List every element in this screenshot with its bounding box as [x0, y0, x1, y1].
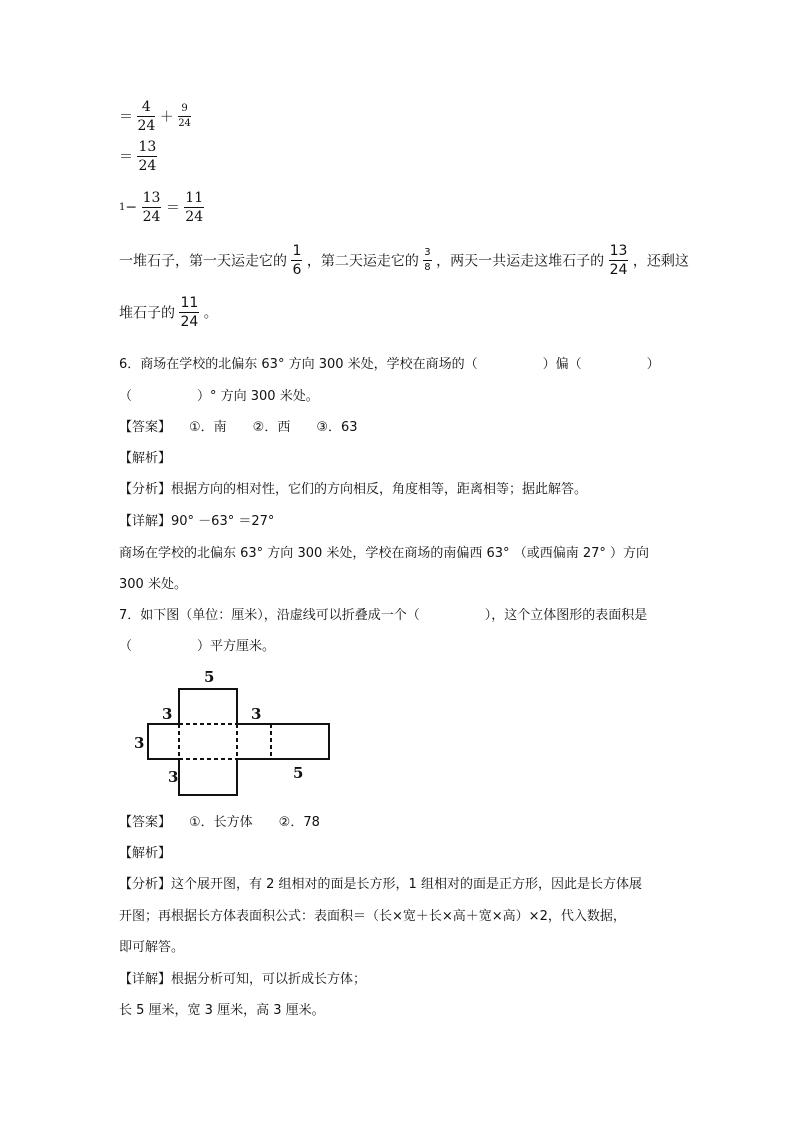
fold-lines	[179, 724, 271, 759]
conclusion-text: 堆石子的	[119, 305, 175, 322]
fraction	[142, 191, 162, 224]
conclusion-line-1	[119, 244, 689, 277]
conclusion-line-2	[119, 296, 218, 329]
q6-detail-line-1: 商场在学校的北偏东 63° 方向 300 米处，学校在商场的南偏西 63° （或西偏南 27° ）方向	[119, 546, 649, 561]
numerator: 3	[423, 248, 431, 261]
fraction	[137, 140, 157, 173]
q6-jiexi-label: 【解析】	[119, 451, 172, 466]
numerator: 9	[178, 104, 191, 117]
q7-answer	[119, 811, 320, 830]
q7-question-line-2: （ ）平方厘米。	[119, 639, 276, 654]
numerator: 1	[292, 243, 302, 259]
numerator: 13	[609, 243, 628, 259]
number-one: 1	[119, 202, 126, 213]
denominator: 6	[292, 262, 302, 278]
denominator: 8	[424, 262, 431, 273]
numerator: 13	[138, 139, 157, 155]
numerator: 4	[137, 100, 155, 117]
denominator: 24	[180, 314, 199, 330]
label-bottom-left: 3	[168, 768, 179, 786]
calc-line-2	[119, 140, 157, 173]
numerator: 11	[180, 295, 199, 311]
answer-text: ①．南 ②．西 ③．63	[189, 420, 358, 435]
net-face-top	[179, 689, 237, 724]
numerator: 13	[142, 190, 161, 206]
denominator: 24	[185, 209, 204, 225]
q6-detail-label: 【详解】90° －63° ＝27°	[119, 514, 275, 529]
label-top: 5	[204, 668, 215, 686]
equals-sign: ＝	[165, 200, 180, 217]
q7-analysis-line-2: 开图；再根据长方体表面积公式：表面积＝（长×宽＋长×高＋宽×高）×2，代入数据，	[119, 909, 626, 924]
calc-line-1	[119, 100, 191, 133]
q7-jiexi-label: 【解析】	[119, 846, 172, 861]
cuboid-net-figure	[130, 662, 350, 802]
net-face-bottom	[179, 759, 237, 795]
fraction	[609, 244, 629, 277]
q6-detail-line-2: 300 米处。	[119, 577, 187, 592]
equals-sign: ＝	[119, 109, 133, 126]
fraction	[423, 248, 431, 273]
fraction	[137, 100, 155, 133]
calc-line-3	[119, 191, 204, 224]
q7-detail-label: 【详解】根据分析可知，可以折成长方体；	[119, 972, 367, 987]
label-left-upper: 3	[162, 705, 173, 723]
label-left: 3	[134, 734, 145, 752]
q7-analysis-line-1: 【分析】这个展开图，有 2 组相对的面是长方形，1 组相对的面是正方形，因此是长方体展	[119, 877, 642, 892]
conclusion-text: 一堆石子，第一天运走它的	[119, 253, 287, 270]
q7-analysis-line-3: 即可解答。	[119, 940, 185, 955]
label-mid-upper: 3	[251, 705, 262, 723]
fraction	[184, 191, 204, 224]
denominator: 24	[137, 118, 156, 134]
conclusion-text: ，第二天运走它的	[306, 253, 419, 270]
label-bottom-right: 5	[293, 764, 304, 782]
conclusion-text: ，还剩这	[632, 253, 689, 270]
q7-question-line-1: 7．如下图（单位：厘米），沿虚线可以折叠成一个（ ），这个立体图形的表面积是	[119, 608, 648, 623]
answer-label: 【答案】	[119, 815, 172, 830]
fraction	[291, 244, 302, 277]
q7-detail-line-1: 长 5 厘米，宽 3 厘米，高 3 厘米。	[119, 1003, 325, 1018]
conclusion-text: 。	[203, 305, 218, 322]
minus-sign: −	[125, 199, 138, 216]
answer-label: 【答案】	[119, 420, 172, 435]
q6-analysis: 【分析】根据方向的相对性，它们的方向相反，角度相等，距离相等；据此解答。	[119, 482, 588, 497]
q6-question-line-1: 6．商场在学校的北偏东 63° 方向 300 米处，学校在商场的（ ）偏（ ）	[119, 357, 660, 372]
q6-question-line-2: （ ）° 方向 300 米处。	[119, 389, 319, 404]
q6-answer	[119, 416, 358, 435]
plus-sign: ＋	[159, 109, 174, 126]
denominator: 24	[609, 262, 628, 278]
conclusion-text: ，两天一共运走这堆石子的	[436, 253, 605, 270]
fraction	[179, 296, 199, 329]
denominator: 24	[178, 118, 191, 129]
numerator: 11	[185, 190, 204, 206]
answer-text: ①．长方体 ②．78	[189, 815, 320, 830]
denominator: 24	[138, 158, 157, 174]
equals-sign: ＝	[119, 149, 133, 166]
fraction	[178, 104, 191, 129]
denominator: 24	[142, 209, 161, 225]
